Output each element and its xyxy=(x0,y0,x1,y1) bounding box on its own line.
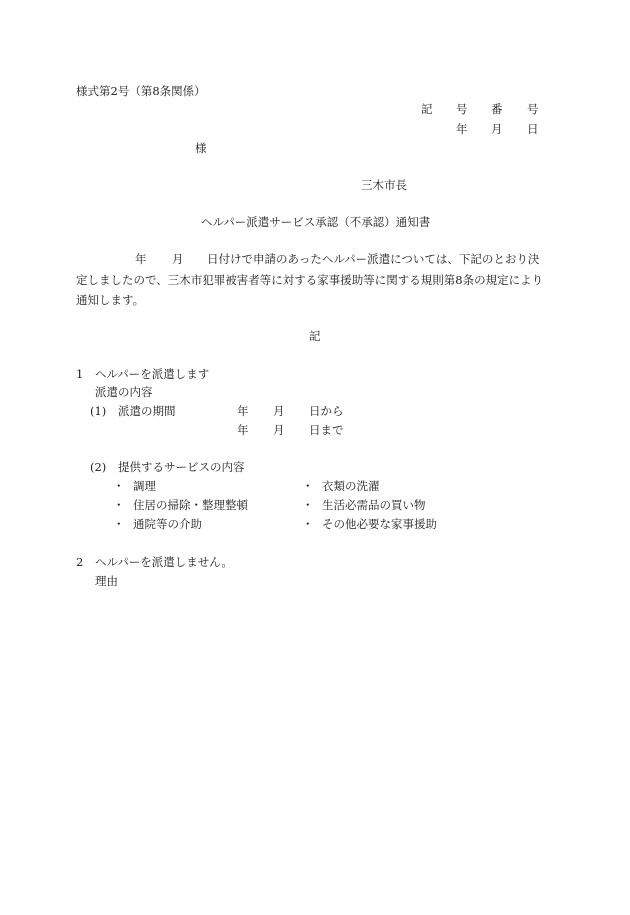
reason-label: 理由 xyxy=(95,574,118,588)
date-day: 日 xyxy=(527,122,539,136)
item1-number: (1) xyxy=(90,404,107,418)
item1-to-month: 月 xyxy=(273,423,285,437)
body-date-year: 年 xyxy=(135,252,147,266)
service-item xyxy=(302,500,426,512)
service-label: 生活必需品の買い物 xyxy=(322,498,426,512)
service-label: 住居の掃除・整理整頓 xyxy=(133,498,248,512)
section1-number: 1 xyxy=(76,367,84,381)
service-item xyxy=(113,481,156,493)
date-year: 年 xyxy=(456,122,468,136)
item1-label: 派遣の期間 xyxy=(118,404,176,418)
item1-to-day: 日まで xyxy=(309,423,344,437)
form-number: 様式第2号（第8条関係） xyxy=(76,84,206,98)
bullet-icon: ・ xyxy=(302,479,314,493)
body-date-month: 月 xyxy=(172,252,184,266)
doc-number-char-3: 番 xyxy=(491,102,503,116)
service-item xyxy=(302,481,380,493)
service-item xyxy=(113,500,248,512)
bullet-icon: ・ xyxy=(113,498,125,512)
section1-sub-heading: 派遣の内容 xyxy=(95,385,153,399)
item1-to-year: 年 xyxy=(237,423,249,437)
section2-heading: ヘルパーを派遣しません。 xyxy=(95,555,233,569)
item1-from-day: 日から xyxy=(309,404,344,418)
doc-number-char-4: 号 xyxy=(527,102,539,116)
doc-number-char-1: 記 xyxy=(421,102,433,116)
service-label: 調理 xyxy=(133,479,156,493)
section2-number: 2 xyxy=(76,555,84,569)
bullet-icon: ・ xyxy=(113,479,125,493)
item1-from-month: 月 xyxy=(273,404,285,418)
doc-number-char-2: 号 xyxy=(456,102,468,116)
bullet-icon: ・ xyxy=(302,517,314,531)
section1-heading: ヘルパーを派遣します xyxy=(95,367,210,381)
service-item xyxy=(302,519,437,531)
document-title: ヘルパー派遣サービス承認（不承認）通知書 xyxy=(201,215,431,229)
bullet-icon: ・ xyxy=(113,517,125,531)
date-month: 月 xyxy=(491,122,503,136)
bullet-icon: ・ xyxy=(302,498,314,512)
service-item xyxy=(113,519,202,531)
service-label: 通院等の介助 xyxy=(133,517,202,531)
service-label: 衣類の洗濯 xyxy=(322,479,380,493)
item2-number: (2) xyxy=(90,460,107,474)
body-line-1: 日付けで申請のあったヘルパー派遣については、下記のとおり決 xyxy=(207,252,540,266)
body-line-3: 通知します。 xyxy=(76,293,145,307)
sender: 三木市長 xyxy=(361,178,407,192)
body-line-2: 定しましたので、三木市犯罪被害者等に対する家事援助等に関する規則第8条の規定により xyxy=(76,273,544,287)
item2-label: 提供するサービスの内容 xyxy=(118,460,245,474)
addressee-suffix: 様 xyxy=(195,141,207,155)
item1-from-year: 年 xyxy=(237,404,249,418)
service-label: その他必要な家事援助 xyxy=(322,517,437,531)
ki-heading: 記 xyxy=(309,329,321,343)
